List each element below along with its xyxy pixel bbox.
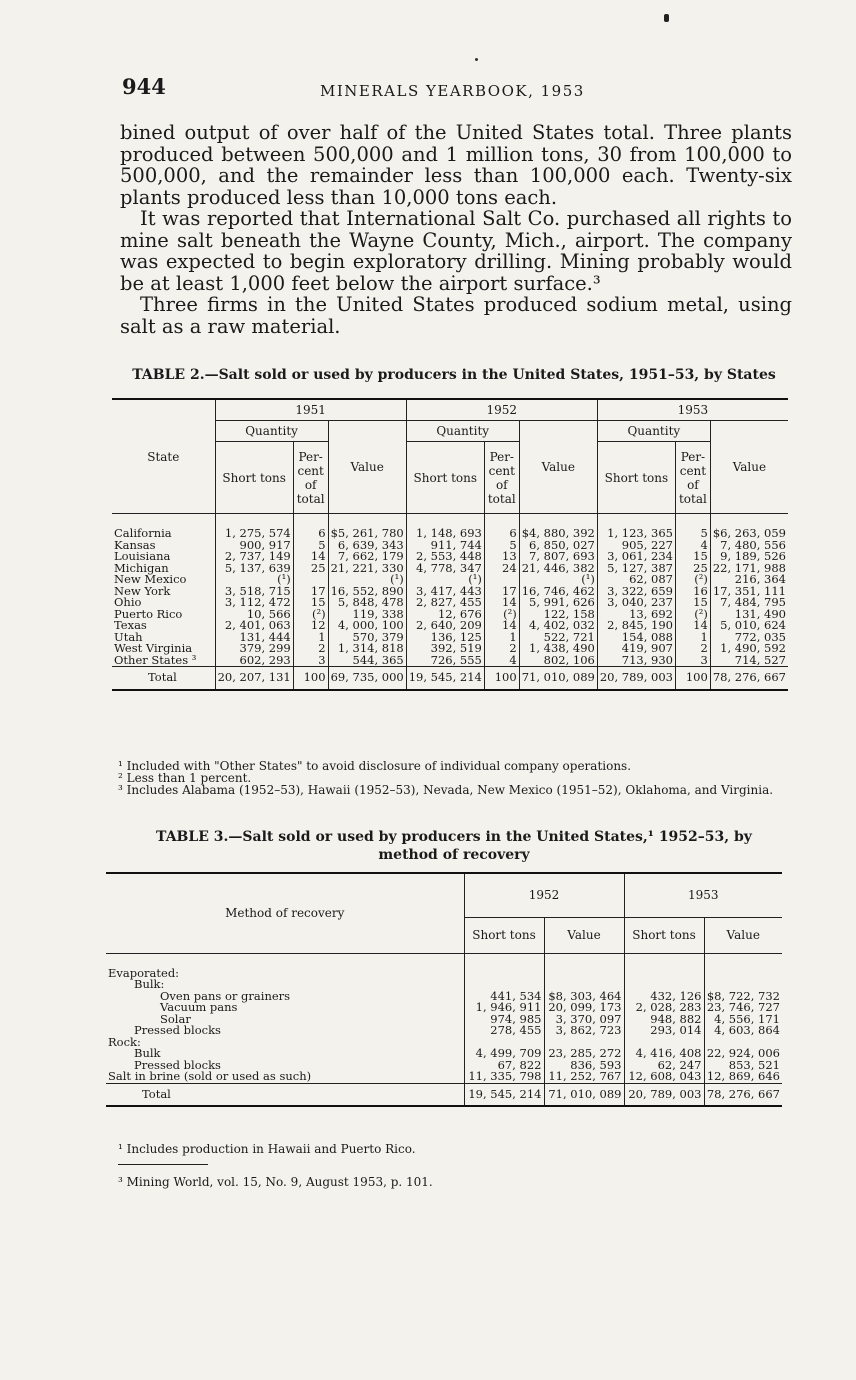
value-cell: 1, 438, 490: [519, 643, 597, 655]
state-cell: Ohio: [114, 595, 142, 609]
value-cell: 11, 335, 798: [464, 1071, 544, 1083]
value-cell: [544, 968, 624, 980]
total-cell: 20, 789, 003: [624, 1083, 704, 1106]
method-cell: Salt in brine (sold or used as such): [108, 1069, 312, 1083]
value-cell: 974, 985: [464, 1014, 544, 1026]
total-cell: 78, 276, 667: [704, 1083, 782, 1106]
value-cell: 15: [676, 551, 711, 563]
value-cell: $8, 722, 732: [704, 991, 782, 1003]
table-2-footnotes: [118, 760, 798, 796]
state-cell: West Virginia: [114, 641, 193, 655]
total-row: [106, 1083, 782, 1106]
state-cell: Michigan: [114, 560, 169, 575]
year-header-1952: 1952: [464, 873, 624, 917]
total-cell: 100: [293, 667, 328, 690]
value-cell: 3, 862, 723: [544, 1025, 624, 1037]
value-cell: 4, 402, 032: [519, 620, 597, 632]
value-cell: 2, 553, 448: [406, 551, 484, 563]
method-header: Method of recovery: [225, 906, 345, 921]
value-cell: 14: [293, 551, 328, 563]
value-cell: 6: [293, 528, 328, 540]
value-cell: 802, 106: [519, 655, 597, 667]
value-cell: 5: [484, 540, 519, 552]
state-cell: New Mexico: [114, 572, 187, 586]
total-label: Total: [112, 667, 215, 690]
running-head: MINERALS YEARBOOK, 1953: [320, 82, 585, 100]
value-cell: 12: [293, 620, 328, 632]
value-cell: 13: [484, 551, 519, 563]
value-cell: (¹): [328, 574, 406, 586]
percent-header: Per- cent of total: [484, 442, 519, 514]
method-cell: Bulk: [134, 1046, 161, 1060]
value-cell: 23, 746, 727: [704, 1002, 782, 1014]
value-cell: 1, 490, 592: [710, 643, 788, 655]
value-cell: 25: [293, 563, 328, 575]
total-cell: 20, 207, 131: [215, 667, 293, 690]
value-cell: 1, 946, 911: [464, 1002, 544, 1014]
footnote: ² Less than 1 percent.: [118, 771, 252, 785]
spacer-row: [106, 953, 782, 968]
value-cell: $8, 303, 464: [544, 991, 624, 1003]
value-header: Value: [704, 917, 782, 953]
value-cell: 25: [676, 563, 711, 575]
method-cell: Pressed blocks: [134, 1023, 221, 1037]
value-cell: 7, 807, 693: [519, 551, 597, 563]
value-cell: (²): [676, 609, 711, 621]
value-cell: 131, 444: [215, 632, 293, 644]
method-cell: Rock:: [108, 1034, 141, 1049]
value-header: Value: [544, 917, 624, 953]
body-text: [120, 122, 792, 337]
value-cell: 905, 227: [597, 540, 675, 552]
value-cell: 17: [484, 586, 519, 598]
short-tons-header: Short tons: [406, 442, 484, 514]
state-header: State: [147, 449, 180, 464]
value-cell: (²): [293, 609, 328, 621]
value-cell: 1, 314, 818: [328, 643, 406, 655]
state-cell: Louisiana: [114, 549, 171, 563]
value-cell: 22, 171, 988: [710, 563, 788, 575]
value-cell: 714, 527: [710, 655, 788, 667]
value-cell: 836, 593: [544, 1060, 624, 1072]
value-cell: 122, 158: [519, 609, 597, 621]
value-cell: 5, 991, 626: [519, 597, 597, 609]
value-cell: (¹): [215, 574, 293, 586]
value-cell: 13, 692: [597, 609, 675, 621]
year-header-1953: 1953: [624, 873, 782, 917]
short-tons-header: Short tons: [215, 442, 293, 514]
short-tons-header: Short tons: [597, 442, 675, 514]
total-cell: 19, 545, 214: [464, 1083, 544, 1106]
value-cell: 15: [676, 597, 711, 609]
table-row: [112, 563, 788, 575]
table-3-footnote: ¹ Includes production in Hawaii and Puerto Rico.: [118, 1142, 416, 1156]
value-cell: $6, 263, 059: [710, 528, 788, 540]
state-cell: New York: [114, 583, 171, 598]
percent-header: Per- cent of total: [676, 442, 711, 514]
value-cell: [704, 968, 782, 980]
value-cell: (¹): [406, 574, 484, 586]
year-header-1953: 1953: [597, 399, 788, 421]
total-cell: 100: [484, 667, 519, 690]
total-cell: 69, 735, 000: [328, 667, 406, 690]
state-cell: Texas: [114, 618, 147, 632]
value-cell: 23, 285, 272: [544, 1048, 624, 1060]
ink-dot: [664, 14, 669, 22]
value-cell: 6, 850, 027: [519, 540, 597, 552]
value-cell: 3, 112, 472: [215, 597, 293, 609]
footnote-rule: [118, 1164, 208, 1165]
value-cell: 22, 924, 006: [704, 1048, 782, 1060]
value-cell: 2, 845, 190: [597, 620, 675, 632]
value-cell: 441, 534: [464, 991, 544, 1003]
method-cell: Pressed blocks: [134, 1057, 221, 1072]
value-cell: 5, 010, 624: [710, 620, 788, 632]
value-cell: (¹): [519, 574, 597, 586]
value-cell: 522, 721: [519, 632, 597, 644]
method-cell: Oven pans or grainers: [160, 988, 291, 1003]
value-cell: 4, 499, 709: [464, 1048, 544, 1060]
value-cell: (²): [676, 574, 711, 586]
value-cell: 3, 518, 715: [215, 586, 293, 598]
value-cell: 216, 364: [710, 574, 788, 586]
method-cell: Evaporated:: [108, 965, 180, 980]
table-row: [106, 968, 782, 980]
value-cell: 6, 639, 343: [328, 540, 406, 552]
value-cell: 1, 148, 693: [406, 528, 484, 540]
value-cell: 10, 566: [215, 609, 293, 621]
spacer-cell: [464, 953, 544, 968]
value-cell: 602, 293: [215, 655, 293, 667]
value-cell: 1, 275, 574: [215, 528, 293, 540]
quantity-header: Quantity: [215, 421, 328, 442]
value-cell: 911, 744: [406, 540, 484, 552]
value-cell: 119, 338: [328, 609, 406, 621]
value-cell: 62, 247: [624, 1060, 704, 1072]
quantity-header: Quantity: [597, 421, 710, 442]
total-label: Total: [106, 1083, 464, 1106]
table-2: [112, 398, 788, 691]
value-cell: 1: [293, 632, 328, 644]
value-cell: 570, 379: [328, 632, 406, 644]
table-3: [106, 872, 782, 1107]
value-cell: 4: [676, 540, 711, 552]
value-cell: 5: [293, 540, 328, 552]
value-cell: 900, 917: [215, 540, 293, 552]
value-cell: 9, 189, 526: [710, 551, 788, 563]
value-cell: 17, 351, 111: [710, 586, 788, 598]
table-row: [112, 655, 788, 667]
paragraph-2: It was reported that International Salt Co. purchased all rights to mine salt beneath the Wayne County, Mich., airport. The company was expected to begin exploratory drilling. Mining probably would be at least 1,000 feet below the airport surface.³: [120, 207, 792, 295]
value-cell: 2: [676, 643, 711, 655]
value-cell: 3, 040, 237: [597, 597, 675, 609]
value-cell: 154, 088: [597, 632, 675, 644]
value-cell: 5, 848, 478: [328, 597, 406, 609]
value-cell: 392, 519: [406, 643, 484, 655]
value-cell: 1: [484, 632, 519, 644]
method-cell: Bulk:: [134, 977, 165, 991]
method-cell: Vacuum pans: [160, 1000, 238, 1014]
value-cell: 4, 778, 347: [406, 563, 484, 575]
value-cell: 432, 126: [624, 991, 704, 1003]
value-cell: 4, 603, 864: [704, 1025, 782, 1037]
value-cell: 62, 087: [597, 574, 675, 586]
total-cell: 78, 276, 667: [710, 667, 788, 690]
year-header-1951: 1951: [215, 399, 406, 421]
quantity-header: Quantity: [406, 421, 519, 442]
caption-line: TABLE 3.—Salt sold or used by producers in the United States,¹ 1952–53, by: [156, 829, 752, 845]
value-cell: 2, 737, 149: [215, 551, 293, 563]
spacer-cell: [704, 953, 782, 968]
total-cell: 100: [676, 667, 711, 690]
value-cell: 21, 221, 330: [328, 563, 406, 575]
value-cell: 7, 480, 556: [710, 540, 788, 552]
value-cell: 2, 827, 455: [406, 597, 484, 609]
table-3-caption: [116, 828, 792, 864]
value-cell: 1: [676, 632, 711, 644]
value-cell: 7, 484, 795: [710, 597, 788, 609]
value-header: Value: [710, 421, 788, 514]
value-cell: 379, 299: [215, 643, 293, 655]
value-cell: 3: [293, 655, 328, 667]
total-row: [112, 667, 788, 690]
value-cell: 5, 127, 387: [597, 563, 675, 575]
short-tons-header: Short tons: [464, 917, 544, 953]
page-number: 944: [122, 74, 166, 99]
value-cell: 2: [293, 643, 328, 655]
total-cell: 71, 010, 089: [544, 1083, 624, 1106]
state-cell: California: [114, 526, 172, 540]
footnote: ³ Includes Alabama (1952–53), Hawaii (1952–53), Nevada, New Mexico (1951–52), Oklahoma, and Virginia.: [118, 783, 774, 797]
value-cell: 2: [484, 643, 519, 655]
percent-header: Per- cent of total: [293, 442, 328, 514]
value-cell: 67, 822: [464, 1060, 544, 1072]
value-cell: [624, 968, 704, 980]
value-cell: 11, 252, 767: [544, 1071, 624, 1083]
value-cell: 2, 028, 283: [624, 1002, 704, 1014]
value-cell: 131, 490: [710, 609, 788, 621]
total-cell: 20, 789, 003: [597, 667, 675, 690]
value-cell: 4, 556, 171: [704, 1014, 782, 1026]
state-cell: Kansas: [114, 537, 156, 552]
caption-line: method of recovery: [378, 847, 530, 863]
method-cell: Solar: [160, 1011, 191, 1026]
year-header-1952: 1952: [406, 399, 597, 421]
value-cell: 1, 123, 365: [597, 528, 675, 540]
value-cell: 544, 365: [328, 655, 406, 667]
value-cell: $4, 880, 392: [519, 528, 597, 540]
value-cell: 21, 446, 382: [519, 563, 597, 575]
value-cell: 16, 552, 890: [328, 586, 406, 598]
state-cell: Utah: [114, 629, 143, 644]
spacer-cell: [544, 953, 624, 968]
value-cell: 713, 930: [597, 655, 675, 667]
value-cell: 772, 035: [710, 632, 788, 644]
value-cell: 3, 370, 097: [544, 1014, 624, 1026]
value-cell: 12, 869, 646: [704, 1071, 782, 1083]
value-header: Value: [328, 421, 406, 514]
value-cell: 4, 416, 408: [624, 1048, 704, 1060]
footnote: ¹ Included with "Other States" to avoid disclosure of individual company operations.: [118, 759, 632, 773]
value-cell: (²): [484, 609, 519, 621]
spacer-cell: [624, 953, 704, 968]
value-header: Value: [519, 421, 597, 514]
value-cell: 4: [484, 655, 519, 667]
total-cell: 71, 010, 089: [519, 667, 597, 690]
value-cell: 3, 061, 234: [597, 551, 675, 563]
value-cell: 14: [484, 620, 519, 632]
value-cell: 3, 322, 659: [597, 586, 675, 598]
value-cell: 16: [676, 586, 711, 598]
value-cell: 853, 521: [704, 1060, 782, 1072]
paragraph-1: bined output of over half of the United States total. Three plants produced between 500,000 and 1 million tons, 30 from 100,000 to 500,000, and the remainder less than 100,000 each. Twenty-six plants produced less than 10,000 tons each.: [120, 121, 792, 209]
value-cell: 14: [484, 597, 519, 609]
table-row: [106, 1071, 782, 1083]
value-cell: 4, 000, 100: [328, 620, 406, 632]
value-cell: 5: [676, 528, 711, 540]
value-cell: 948, 882: [624, 1014, 704, 1026]
value-cell: 14: [676, 620, 711, 632]
value-cell: 12, 676: [406, 609, 484, 621]
total-cell: 19, 545, 214: [406, 667, 484, 690]
value-cell: 7, 662, 179: [328, 551, 406, 563]
value-cell: $5, 261, 780: [328, 528, 406, 540]
value-cell: 5, 137, 639: [215, 563, 293, 575]
table-row: [106, 1025, 782, 1037]
value-cell: 20, 099, 173: [544, 1002, 624, 1014]
value-cell: 419, 907: [597, 643, 675, 655]
value-cell: 15: [293, 597, 328, 609]
short-tons-header: Short tons: [624, 917, 704, 953]
value-cell: 12, 608, 043: [624, 1071, 704, 1083]
value-cell: 2, 401, 063: [215, 620, 293, 632]
state-cell: Other States ³: [114, 652, 197, 667]
value-cell: 2, 640, 209: [406, 620, 484, 632]
page-footnote: ³ Mining World, vol. 15, No. 9, August 1953, p. 101.: [118, 1175, 433, 1189]
value-cell: 3: [676, 655, 711, 667]
value-cell: 16, 746, 462: [519, 586, 597, 598]
table-2-caption: TABLE 2.—Salt sold or used by producers in the United States, 1951–53, by States: [132, 367, 776, 383]
value-cell: 3, 417, 443: [406, 586, 484, 598]
state-cell: Puerto Rico: [114, 606, 183, 621]
value-cell: 6: [484, 528, 519, 540]
ink-dot: [475, 58, 478, 61]
value-cell: 278, 455: [464, 1025, 544, 1037]
value-cell: 17: [293, 586, 328, 598]
paragraph-3: Three firms in the United States produced sodium metal, using salt as a raw material.: [120, 293, 792, 338]
value-cell: 293, 014: [624, 1025, 704, 1037]
value-cell: 726, 555: [406, 655, 484, 667]
value-cell: 24: [484, 563, 519, 575]
value-cell: [464, 968, 544, 980]
value-cell: 136, 125: [406, 632, 484, 644]
